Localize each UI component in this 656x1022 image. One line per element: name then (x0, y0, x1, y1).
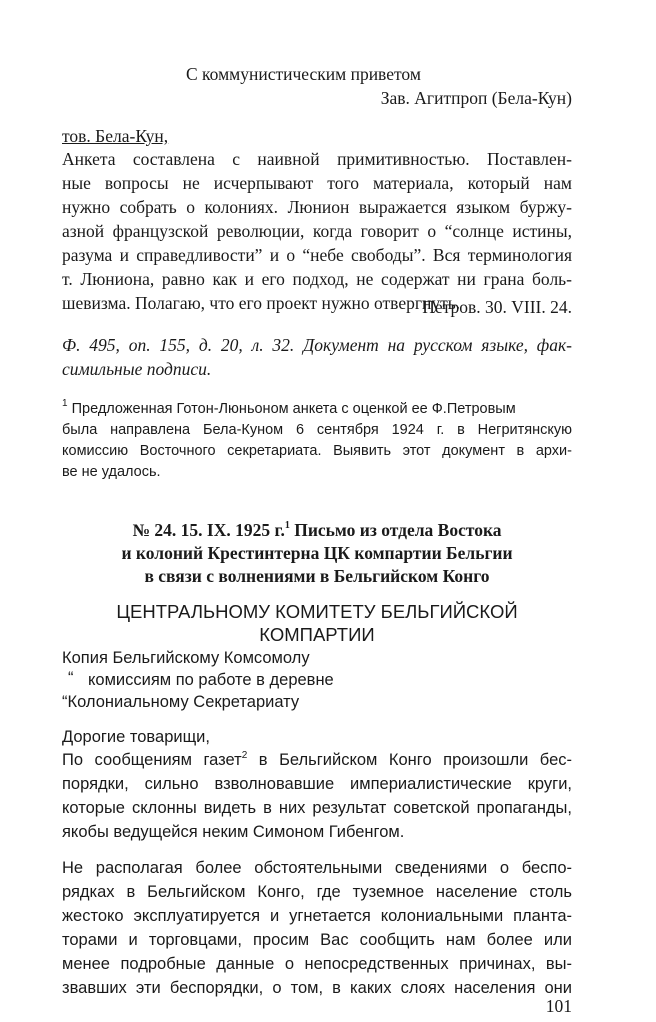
memo-line: азной французской революции, когда говорит о “солнце истины, (62, 221, 572, 241)
archive-reference: Ф. 495, оп. 155, д. 20, л. 32. Документ на русском языке, фак- (62, 335, 572, 355)
document-heading: и колоний Крестинтерна ЦК компартии Бельгии (121, 543, 513, 563)
archive-reference: симильные подписи. (62, 359, 212, 379)
letter-line: торами и торговцами, просим Вас сообщить нам более или (62, 931, 572, 949)
memo-line: нужно собрать о колониях. Люнион выражается языком буржу- (62, 197, 572, 217)
letter-line: звавших эти беспорядки, о том, в каких слоях населения они (62, 979, 572, 997)
memo-line: разума и справедливости” и о “небе свободы”. Вся терминология (62, 245, 572, 265)
memo-line: т. Люниона, равно как и его подход, не содержат ни грана боль- (62, 269, 572, 289)
letter-line: якобы ведущейся неким Симоном Гибенгом. (62, 823, 405, 841)
letter-closing: С коммунистическим приветом (186, 64, 421, 84)
letter-line: порядки, сильно взволновавшие империалистические круги, (62, 775, 572, 793)
heading-footnote-marker: 1 (284, 520, 290, 532)
document-number: № 24. 15. IX. 1925 г. (132, 520, 285, 540)
greeting: Дорогие товарищи, (62, 728, 210, 746)
memo-line: ные вопросы не исчерпывают того материала, который нам (62, 173, 572, 193)
footnote-line: комиссию Восточного секретариата. Выявить этот документ в архи- (62, 443, 572, 459)
memo-line: Анкета составлена с наивной примитивностью. Поставлен- (62, 149, 572, 169)
letter-footnote-marker: 2 (241, 749, 248, 761)
document-heading (62, 519, 572, 542)
footnote-line: была направлена Бела-Куном 6 сентября 1924 г. в Негритянскую (62, 422, 572, 438)
letter-text: По сообщениям газет (62, 751, 242, 769)
letter-line: менее подробные данные о непосредственных причинах, вы- (62, 955, 572, 973)
letter-line (62, 748, 572, 772)
memo-line: шевизма. Полагаю, что его проект нужно отвергнуть. (62, 293, 461, 313)
letter-signature: Зав. Агитпроп (Бела-Кун) (380, 88, 572, 108)
document-heading: в связи с волнениями в Бельгийском Конго (144, 566, 490, 586)
letter-line: жестоко эксплуатируется и угнетается колониальными планта- (62, 907, 572, 925)
document-title: Письмо из отдела Востока (289, 520, 502, 540)
letter-line: Не располагая более обстоятельными сведениями о беспо- (62, 859, 572, 877)
footnote-line: ве не удалось. (62, 464, 161, 480)
recipient-heading: ЦЕНТРАЛЬНОМУ КОМИТЕТУ БЕЛЬГИЙСКОЙ (116, 601, 518, 622)
letter-line: рядках в Бельгийском Конго, где туземное население столь (62, 883, 572, 901)
recipient-heading: КОМПАРТИИ (259, 624, 375, 645)
footnote-marker: 1 (62, 398, 68, 410)
footnote-line (62, 399, 572, 420)
copy-line: комиссиям по работе в деревне (88, 671, 334, 689)
page-number: 101 (545, 996, 572, 1016)
copy-line: Копия Бельгийскому Комсомолу (62, 649, 310, 667)
letter-text: в Бельгийском Конго произошли бес- (247, 751, 572, 769)
copy-line: “Колониальному Секретариату (62, 693, 300, 711)
memo-addressee: тов. Бела-Кун, (62, 126, 169, 146)
letter-line: которые склонны видеть в них результат советской пропаганды, (62, 799, 572, 817)
copy-mark: “ (68, 669, 74, 687)
footnote-text: Предложенная Готон-Люньоном анкета с оценкой ее Ф.Петровым (71, 401, 516, 417)
memo-signature: Петров. 30. VIII. 24. (422, 297, 572, 317)
